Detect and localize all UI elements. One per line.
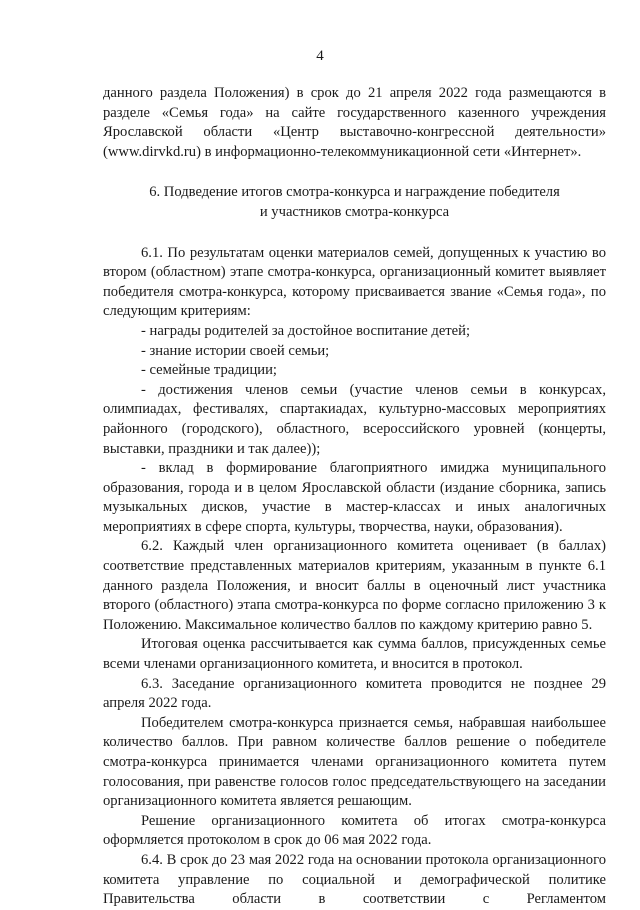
criterion-item: - знание истории своей семьи;	[141, 342, 330, 359]
paragraph-6-3: 6.3. Заседание организационного комитета проводится не позднее 29 апреля 2022 года.	[103, 675, 606, 712]
criterion-item: - достижения членов семьи (участие членов семьи в конкурсах, олимпиадах, фестивалях, спартакиадах, культурно-массовых мероприятиях районного (городского), областного, всероссийского уровней (концерты, выставки, праздники и так далее));	[103, 381, 606, 457]
section-heading-line-1: 6. Подведение итогов смотра-конкурса и награждение победителя	[149, 184, 560, 201]
paragraph-total-score: Итоговая оценка рассчитывается как сумма баллов, присужденных семье всеми членами организационного комитета, и вносится в протокол.	[103, 636, 606, 673]
paragraph-intro: данного раздела Положения) в срок до 21 апреля 2022 года размещаются в разделе «Семья года» на сайте государственного казенного учреждения Ярославской области «Центр выставочно-конгрессной деятельности» (www.dirvkd.ru) в информационно-телекоммуникационной сети «Интернет».	[103, 85, 606, 160]
criterion-item: - семейные традиции;	[141, 362, 277, 379]
paragraph-6-1: 6.1. По результатам оценки материалов семей, допущенных к участию во втором (областном) этапе смотра-конкурса, организационный комитет выявляет победителя смотра-конкурса, которому присваивается звание «Семья года», по следующим критериям:	[103, 244, 606, 320]
section-heading-line-2: и участников смотра-конкурса	[259, 203, 450, 220]
paragraph-6-2: 6.2. Каждый член организационного комитета оценивает (в баллах) соответствие представленных материалов критериям, указанным в пункте 6.1 данного раздела Положения, и вносит баллы в оценочный лист участника второго (областного) этапа смотра-конкурса по форме согласно приложению 3 к Положению. Максимальное количество баллов по каждому критерию равно 5.	[103, 538, 606, 633]
section-heading	[103, 183, 606, 222]
criterion-item: - вклад в формирование благоприятного имиджа муниципального образования, города и в целом Ярославской области (издание сборника, запись музыкальных дисков, участие в мастер-классах и иных аналогичных мероприятиях в сфере спорта, культуры, творчества, науки, образования).	[103, 460, 606, 535]
paragraph-6-4: 6.4. В срок до 23 мая 2022 года на основании протокола организационного комитета управление по социальной и демографической политике Правительства области в соответствии с Регламентом	[103, 851, 606, 908]
document-body	[103, 84, 606, 910]
criterion-item: - награды родителей за достойное воспитание детей;	[141, 322, 471, 339]
paragraph-decision: Решение организационного комитета об итогах смотра-конкурса оформляется протоколом в срок до 06 мая 2022 года.	[103, 812, 606, 849]
page-number: 4	[316, 48, 324, 64]
paragraph-winner: Победителем смотра-конкурса признается семья, набравшая наибольшее количество баллов. При равном количестве баллов решение о победителе смотра-конкурса принимается членами организационного комитета путем голосования, при равенстве голосов голос председательствующего на заседании организационного комитета является решающим.	[103, 714, 606, 810]
